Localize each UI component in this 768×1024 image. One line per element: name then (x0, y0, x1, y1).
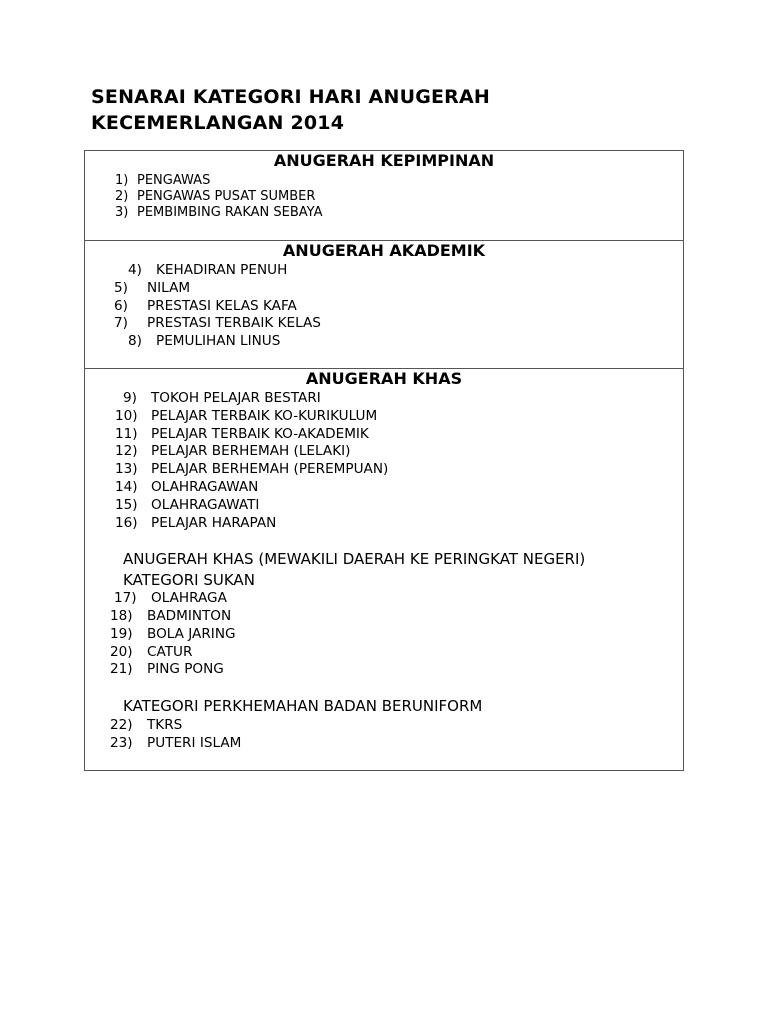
list-item: 4) KEHADIRAN PENUH (128, 262, 288, 278)
list-item: 19) BOLA JARING (110, 626, 236, 642)
list-item: 18) BADMINTON (110, 608, 232, 624)
document-title (91, 84, 490, 136)
heading-khas: ANUGERAH KHAS (305, 369, 463, 388)
list-item: 2) PENGAWAS PUSAT SUMBER (115, 189, 316, 204)
list-item: 21) PING PONG (110, 661, 224, 677)
list-item: 12) PELAJAR BERHEMAH (LELAKI) (115, 443, 351, 459)
list-item: 7) PRESTASI TERBAIK KELAS (114, 315, 321, 331)
list-item: 16) PELAJAR HARAPAN (115, 515, 277, 531)
list-item: 20) CATUR (110, 644, 193, 660)
list-item: 15) OLAHRAGAWATI (115, 497, 260, 513)
list-item: 9) TOKOH PELAJAR BESTARI (123, 390, 321, 406)
list-item: 5) NILAM (114, 280, 191, 296)
category-table (84, 150, 684, 771)
list-item: 17) OLAHRAGA (114, 590, 227, 606)
list-item: 13) PELAJAR BERHEMAH (PEREMPUAN) (115, 461, 389, 477)
heading-khas-negeri: ANUGERAH KHAS (MEWAKILI DAERAH KE PERINGKAT NEGERI) (123, 550, 586, 568)
heading-kepimpinan: ANUGERAH KEPIMPINAN (273, 151, 495, 170)
list-item: 6) PRESTASI KELAS KAFA (114, 298, 297, 314)
list-item: 11) PELAJAR TERBAIK KO-AKADEMIK (115, 426, 369, 442)
list-item: 8) PEMULIHAN LINUS (128, 333, 281, 349)
title-line-1: SENARAI KATEGORI HARI ANUGERAH (91, 86, 491, 108)
list-item: 10) PELAJAR TERBAIK KO-KURIKULUM (115, 408, 378, 424)
list-item: 23) PUTERI ISLAM (110, 735, 242, 751)
list-item: 3) PEMBIMBING RAKAN SEBAYA (115, 205, 323, 220)
heading-kategori-sukan: KATEGORI SUKAN (123, 571, 255, 589)
title-line-2: KECEMERLANGAN 2014 (91, 112, 345, 134)
list-item: 1) PENGAWAS (115, 173, 211, 188)
list-item: 22) TKRS (110, 717, 183, 733)
list-item: 14) OLAHRAGAWAN (115, 479, 259, 495)
heading-akademik: ANUGERAH AKADEMIK (282, 241, 486, 260)
heading-kategori-perkhemahan: KATEGORI PERKHEMAHAN BADAN BERUNIFORM (123, 697, 483, 715)
